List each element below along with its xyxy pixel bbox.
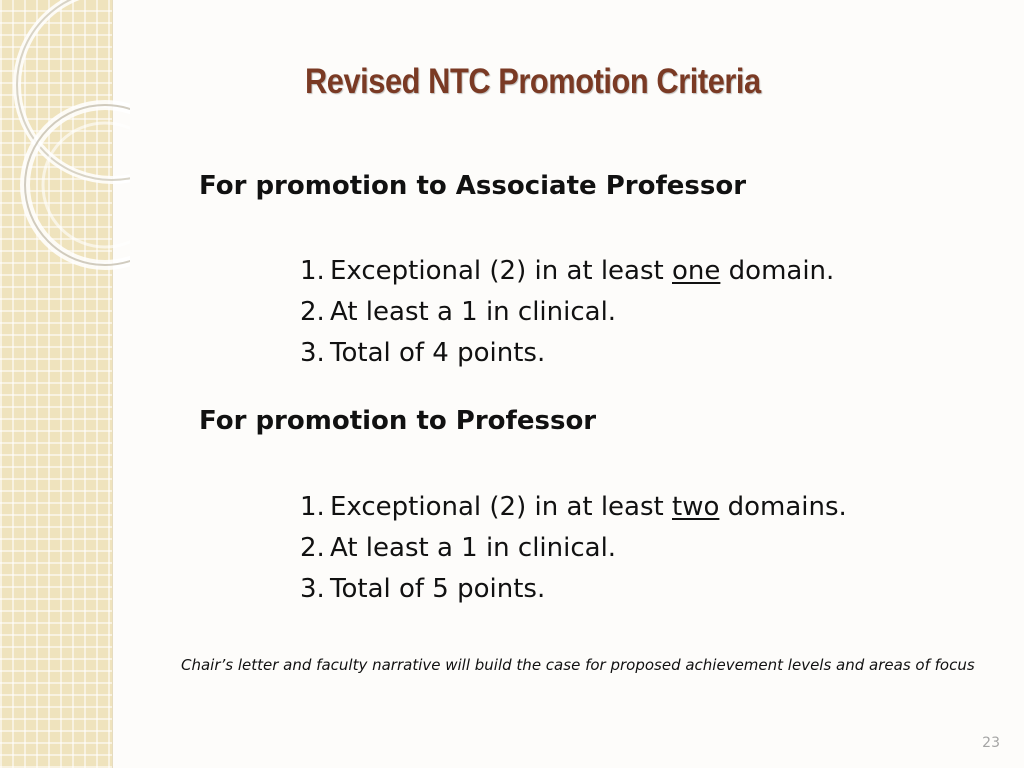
list-number: 3. xyxy=(300,338,325,368)
list-item xyxy=(300,292,834,333)
list-number: 1. xyxy=(300,492,325,522)
concentric-rings-decoration-icon xyxy=(0,0,130,300)
list-item xyxy=(300,251,834,292)
section-heading-professor: For promotion to Professor xyxy=(199,406,597,436)
list-number: 2. xyxy=(300,533,325,563)
criteria-list-associate xyxy=(300,251,834,374)
section-heading-associate: For promotion to Associate Professor xyxy=(199,171,747,201)
criteria-list-professor xyxy=(300,487,847,610)
list-text-pre: Exceptional (2) in at least xyxy=(330,492,672,522)
slide-title: Revised NTC Promotion Criteria xyxy=(305,62,761,101)
list-number: 3. xyxy=(300,574,325,604)
emphasis-text: one xyxy=(672,256,721,286)
emphasis-text: two xyxy=(672,492,720,522)
list-text-pre: Exceptional (2) in at least xyxy=(330,256,672,286)
list-item xyxy=(300,569,847,610)
list-item xyxy=(300,487,847,528)
page-number: 23 xyxy=(982,735,1000,751)
list-text: At least a 1 in clinical. xyxy=(330,297,617,327)
list-item xyxy=(300,333,834,374)
list-text-post: domain. xyxy=(720,256,835,286)
list-text-post: domains. xyxy=(719,492,847,522)
list-text: Total of 4 points. xyxy=(330,338,546,368)
list-item xyxy=(300,528,847,569)
list-text: Total of 5 points. xyxy=(330,574,546,604)
footnote: Chair’s letter and faculty narrative will build the case for proposed achievement levels and areas of focus xyxy=(181,656,975,674)
list-number: 1. xyxy=(300,256,325,286)
list-text: At least a 1 in clinical. xyxy=(330,533,617,563)
list-number: 2. xyxy=(300,297,325,327)
